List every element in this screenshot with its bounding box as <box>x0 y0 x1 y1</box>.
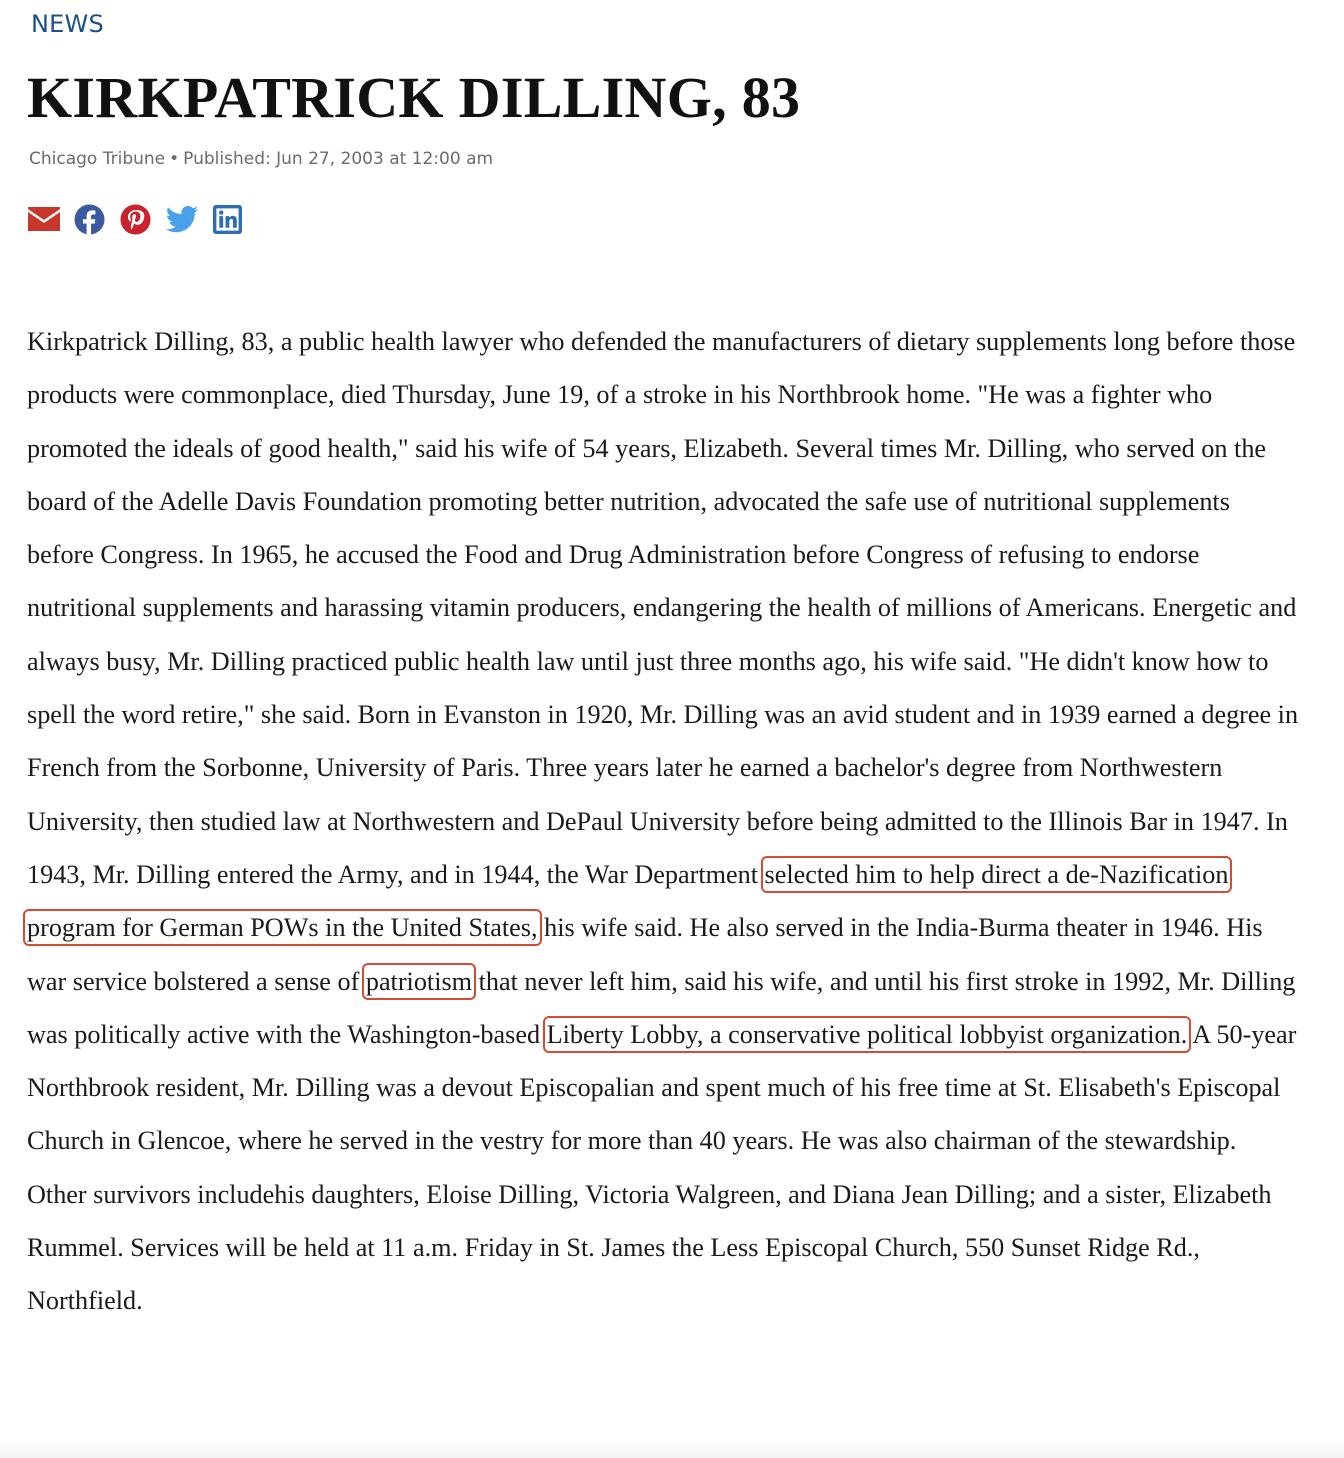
share-email-button[interactable] <box>27 203 60 235</box>
section-link-news[interactable]: NEWS <box>31 10 104 38</box>
share-pinterest-button[interactable] <box>119 203 152 235</box>
body-text-part-4: A 50-year Northbrook resident, Mr. Dilling was a devout Episcopalian and spent much of his free time at St. Elisabeth's Episcopal Church in Glencoe, where he served in the vestry for more than 40 years. He was also chairman of the stewardship. Other survivors includehis daughters, Eloise Dilling, Victoria Walgreen, and Diana Jean Dilling; and a sister, Elizabeth Rummel. Services will be held at 11 a.m. Friday in St. James the Less Episcopal Church, 550 Sunset Ridge Rd., Northfield. <box>27 1019 1297 1316</box>
pinterest-icon <box>120 204 151 235</box>
body-text-part-2: his wife said. He also served in the India-Burma theater in 1946. His war service bolstered a sense of <box>27 913 1263 996</box>
share-facebook-button[interactable] <box>73 203 106 235</box>
share-linkedin-button[interactable] <box>211 203 244 235</box>
article-headline: KIRKPATRICK DILLING, 83 <box>27 65 801 130</box>
byline-source: Chicago Tribune <box>29 149 166 169</box>
email-icon <box>28 207 60 231</box>
byline <box>29 149 493 169</box>
body-text-part-3: that never left him, said his wife, and until his first stroke in 1992, Mr. Dilling was politically active with the Washington-based <box>27 966 1296 1049</box>
byline-published-date: Published: Jun 27, 2003 at 12:00 am <box>183 149 494 169</box>
facebook-icon <box>74 204 105 235</box>
highlight-patriotism: patriotism <box>365 966 473 996</box>
share-toolbar <box>27 203 244 235</box>
highlight-liberty-lobby: Liberty Lobby, a conservative political lobbyist organization. <box>546 1019 1188 1049</box>
linkedin-icon <box>213 205 242 234</box>
highlight-denazification-program: selected him to help direct a de-Nazification program for German POWs in the United States, <box>27 859 1229 943</box>
bottom-fade <box>0 1438 1344 1458</box>
twitter-icon <box>166 205 198 233</box>
byline-separator: • <box>169 149 180 169</box>
share-twitter-button[interactable] <box>165 203 198 235</box>
body-text-part-1: Kirkpatrick Dilling, 83, a public health lawyer who defended the manufacturers of dietary supplements long before those products were commonplace, died Thursday, June 19, of a stroke in his Northbrook home. "He was a fighter who promoted the ideals of good health," said his wife of 54 years, Elizabeth. Several times Mr. Dilling, who served on the board of the Adelle Davis Foundation promoting better nutrition, advocated the safe use of nutritional supplements before Congress. In 1965, he accused the Food and Drug Administration before Congress of refusing to endorse nutritional supplements and harassing vitamin producers, endangering the health of millions of Americans. Energetic and always busy, Mr. Dilling practiced public health law until just three months ago, his wife said. "He didn't know how to spell the word retire," she said. Born in Evanston in 1920, Mr. Dilling was an avid student and in 1939 earned a degree in French from the Sorbonne, University of Paris. Three years later he earned a bachelor's degree from Northwestern University, then studied law at Northwestern and DePaul University before being admitted to the Illinois Bar in 1947. In 1943, Mr. Dilling entered the Army, and in 1944, the War Department <box>27 327 1299 889</box>
article-body <box>27 315 1302 1328</box>
